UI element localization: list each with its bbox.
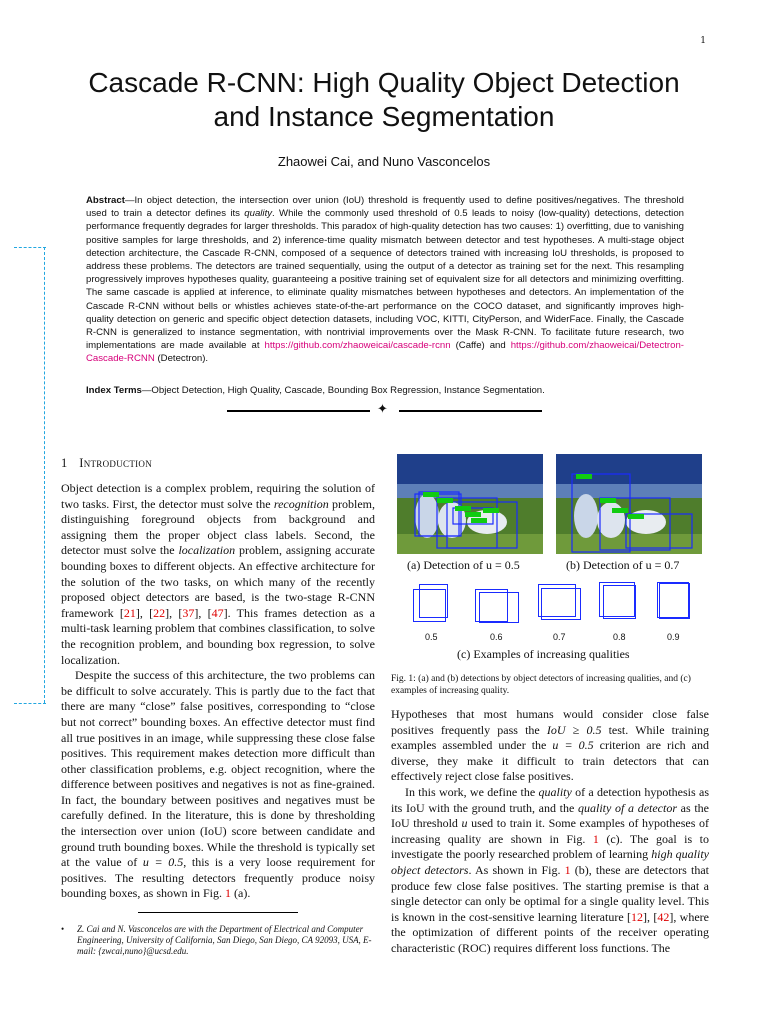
citation-link[interactable]: 21 [123,605,136,620]
quality-label: 0.8 [613,632,626,642]
divider-ornament-icon: ✦ [377,402,388,417]
text: ], [ [194,605,212,620]
text: ]. This frames detection as a multi-task learning problem that combines classification, to solve the recognition problem, and bounding box regression, to solve localization. [61,605,375,667]
quality-box-pred [419,584,448,618]
figure-link[interactable]: 1 [592,831,599,846]
abstract-text: (Detectron). [154,353,209,365]
figure-link[interactable]: 1 [564,862,571,877]
emphasis: quality of a detector [578,800,678,815]
section-heading [61,456,152,471]
paper-title [40,66,728,134]
caffe-link[interactable]: https://github.com/zhaoweicai/cascade-rcnn [264,340,451,352]
figure-photo-a [397,454,543,554]
text: ], [ [135,605,154,620]
index-terms-label: Index Terms [86,385,142,396]
footnote-bullet: • [61,924,65,934]
text: Object detection is a complex problem, requiring the solution of two tasks. First, the detector must solve the [61,481,375,511]
citation-link[interactable]: 42 [657,909,670,924]
subcaption-b: (b) Detection of u = 0.7 [566,558,680,572]
abstract-text: . While the commonly used threshold of 0.5 leads to noisy (low-quality) detections, detection performance frequently degrades for larger thresholds. This paradox of high-quality detection has two causes: 1) overfitting, due to vanishing positive samples for large thresholds, and 2) inference-time quality mismatch between detector and test hypotheses. A multi-stage object detection architecture, the Cascade R-CNN, composed of a sequence of detectors trained with increasing IoU thresholds, is proposed to address these problems. The detectors are trained sequentially, using the output of a detector as training set for the next. This resampling progressively improves hypotheses quality, guaranteeing a positive training set of equivalent size for all detectors and minimizing overfitting. The same cascade is applied at inference, to eliminate quality mismatches between hypotheses and detectors. An implementation of the Cascade R-CNN without bells or whistles achieves state-of-the-art performance on the COCO dataset, and significantly improves high-quality detection on generic and specific object detection datasets, including VOC, KITTI, CityPerson, and WiderFace. Finally, the Cascade R-CNN is generalized to instance segmentation, with nontrivial improvements over the Mask R-CNN. To facilitate future research, two implementations are made available at [86,208,684,352]
detectron-link[interactable]: https://github.com/zhaoweicai/Detectron-Cascade-RCNN [86,340,684,365]
figure-caption: Fig. 1: (a) and (b) detections by object detectors of increasing qualities, and (c) examples of increasing quality. [391,674,691,696]
math: IoU ≥ 0.5 [546,722,602,737]
left-column [61,481,375,902]
emphasis: recognition [273,496,329,511]
quality-box-pred [659,583,690,619]
selection-outline-bottom [14,703,46,704]
section-number: 1 [61,456,68,470]
abstract-text: (Caffe) and [450,340,511,352]
citation-link[interactable]: 37 [182,605,195,620]
selection-outline-side [44,247,45,703]
abstract-label: Abstract [86,195,125,206]
divider-rule-right [399,410,542,412]
text: used to train it. Some examples of hypotheses of increasing quality are shown in Fig. [391,816,709,846]
abstract-emphasis: quality [244,208,273,220]
text: . As shown in Fig. [468,862,565,877]
citation-link[interactable]: 12 [631,909,643,924]
emphasis: high quality object detectors [391,847,709,877]
text: ], where the optimization of different points of the receiver operating characteristic (ROC) requires different loss functions. The [391,909,709,955]
citation-link[interactable]: 47 [211,605,224,620]
figure-photo-b [556,454,702,554]
subcaption-c: (c) Examples of increasing qualities [457,647,630,661]
text: Despite the success of this architecture, the two problems can be difficult to solve accurately. This is partly due to the fact that there are many “close” false positives, corresponding to “close but not correct” bounding boxes. An effective detector must find all true positives in an image, while suppressing these close false positives. This requirement makes detection more difficult than other classification problems, e.g. object recognition, where the difference between positives and negatives is not as fine-grained. In fact, the boundary between positives and negatives must be carefully defined. In the literature, this is done by thresholding the intersection over union (IoU) score between candidate and ground truth bounding boxes. While the threshold is typically set at the value of [61,668,375,870]
text: as the IoU threshold [391,800,710,831]
footnote [61,924,377,957]
footnote-text: Z. Cai and N. Vasconcelos are with the Department of Electrical and Computer Engineering, University of California, San Diego, San Diego, CA 92093, USA, E-mail: {zwcai,nuno}@ucsd.edu. [77,924,372,956]
text: (a). [231,886,251,901]
selection-outline-top [14,247,46,248]
text: In this work, we define the [405,784,539,799]
text: ], [ [643,909,658,924]
footnote-rule [138,912,298,913]
text: problem, assigning accurate bounding boxes to different objects. An effective architecture for the solution of the two tasks, on which many of the recently proposed object detectors are based, is the two-stage R-CNN framework [ [61,543,375,620]
text: (b), these are detectors that produce few close false positives. The starting premise is that a single detector can only be optimal for a single quality level. This is known in the cost-sensitive learning literature [ [391,862,709,924]
paragraph [61,668,375,902]
index-terms [86,384,684,397]
index-terms-text: —Object Detection, High Quality, Cascade, Bounding Box Regression, Instance Segmentation. [141,385,545,396]
page-number: 1 [700,36,706,46]
title-line-2: and Instance Segmentation [213,101,555,132]
text: Hypotheses that most humans would consider close false positives frequently pass the [391,707,709,737]
math: u = 0.5 [142,855,184,870]
text: of a detection hypothesis as its IoU with the ground truth, and the [391,784,709,815]
quality-box-pred [603,585,636,619]
citation-link[interactable]: 22 [153,605,166,620]
text: (c). The goal is to investigate the poorly researched problem of learning [391,831,709,862]
quality-label: 0.5 [425,632,438,642]
math: u = 0.5 [552,738,594,753]
title-line-1: Cascade R-CNN: High Quality Object Detection [88,67,680,98]
emphasis: quality [538,784,572,799]
text: problem, distinguishing foreground objects from background and assigning them the proper object class labels. Second, the detector must solve the [61,496,375,558]
subcaption-a: (a) Detection of u = 0.5 [407,558,520,572]
quality-box-pred [541,588,581,620]
text: criterion are rich and diverse, they make it difficult to train detectors that can effectively reject close false positives. [391,738,709,784]
section-title: Introduction [79,456,153,470]
quality-label: 0.7 [553,632,566,642]
divider-rule-left [227,410,370,412]
emphasis: localization [178,543,236,558]
text: ], [ [165,605,183,620]
figure-link[interactable]: 1 [225,886,232,901]
paragraph [391,785,709,957]
text: , this is a very loose requirement for positives. The resulting detectors frequently produce noisy bounding boxes, as shown in Fig. [61,855,375,901]
authors: Zhaowei Cai, and Nuno Vasconcelos [277,154,491,169]
quality-label: 0.9 [667,632,680,642]
right-column [391,707,709,957]
math: u [461,816,468,831]
paragraph [61,481,375,668]
text: test. While training examples assembled under the [391,722,709,753]
abstract [86,194,684,366]
paragraph [391,707,709,785]
quality-box-pred [479,592,519,623]
abstract-text: —In object detection, the intersection over union (IoU) threshold is frequently used to define positives/negatives. The threshold used to train a detector defines its [86,195,684,220]
quality-label: 0.6 [490,632,503,642]
